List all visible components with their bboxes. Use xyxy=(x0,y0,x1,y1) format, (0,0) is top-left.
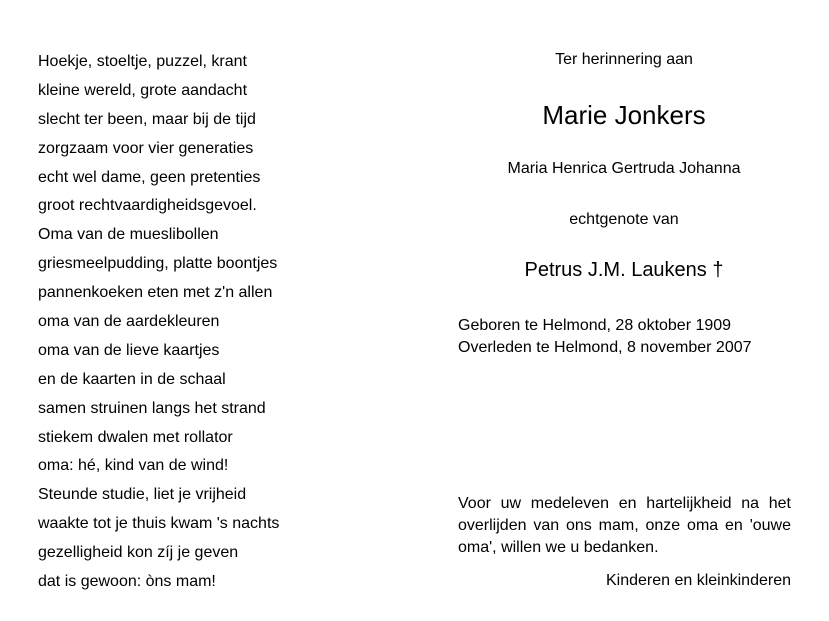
spouse-name: Petrus J.M. Laukens † xyxy=(524,259,724,281)
poem-line: Oma van de mueslibollen xyxy=(38,226,219,244)
poem-line: griesmeelpudding, platte boontjes xyxy=(38,255,278,273)
poem-line: zorgzaam voor vier generaties xyxy=(38,139,254,157)
poem xyxy=(38,51,279,600)
thanks-text: Voor uw medeleven en hartelijkheid na het overlijden van ons mam, onze oma en 'ouwe oma', willen we u bedanken. xyxy=(458,495,791,556)
poem-line: kleine wereld, grote aandacht xyxy=(38,81,248,99)
poem-line: echt wel dame, geen pretenties xyxy=(38,168,261,186)
birth-date: Geboren te Helmond, 28 oktober 1909 xyxy=(458,317,732,334)
deceased-name: Marie Jonkers xyxy=(542,100,706,130)
poem-line: en de kaarten in de schaal xyxy=(38,370,226,388)
poem-line: slecht ter been, maar bij de tijd xyxy=(38,110,256,128)
deceased-full-name: Maria Henrica Gertruda Johanna xyxy=(507,160,741,177)
poem-line: gezelligheid kon zíj je geven xyxy=(38,544,239,562)
spouse-label: echtgenote van xyxy=(569,211,679,228)
poem-line: waakte tot je thuis kwam 's nachts xyxy=(38,515,280,533)
poem-line: oma van de lieve kaartjes xyxy=(38,341,220,359)
life-dates xyxy=(458,315,752,359)
poem-line: Hoekje, stoeltje, puzzel, krant xyxy=(38,53,247,70)
poem-line: oma van de aardekleuren xyxy=(38,313,220,331)
poem-line: groot rechtvaardigheidsgevoel. xyxy=(38,197,257,215)
poem-line: stiekem dwalen met rollator xyxy=(38,428,233,446)
poem-line: pannenkoeken eten met z'n allen xyxy=(38,284,273,302)
memorial-intro: Ter herinnering aan xyxy=(555,51,693,68)
death-date: Overleden te Helmond, 8 november 2007 xyxy=(458,339,752,356)
poem-line: dat is gewoon: òns mam! xyxy=(38,573,216,591)
poem-line: Steunde studie, liet je vrijheid xyxy=(38,486,247,504)
poem-line: samen struinen langs het strand xyxy=(38,399,266,417)
signature: Kinderen en kleinkinderen xyxy=(605,572,791,589)
poem-line: oma: hé, kind van de wind! xyxy=(38,457,229,475)
